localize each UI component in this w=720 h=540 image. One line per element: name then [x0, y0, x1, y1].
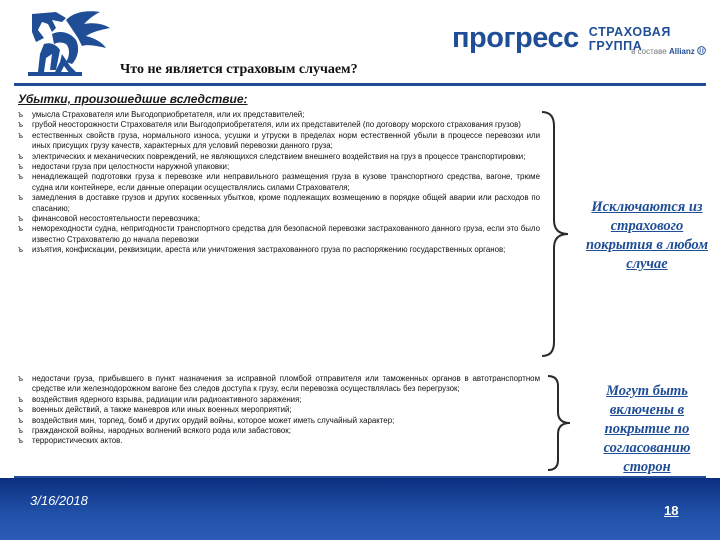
list-item [18, 120, 540, 130]
list-item [18, 152, 540, 162]
bullet-marker: ъ [18, 245, 23, 255]
list-item-text: финансовой несостоятельности перевозчика; [32, 214, 201, 224]
note-optional-coverage: Могут быть включены в покрытие по согласованию сторон [603, 383, 691, 475]
list-item-text: изъятия, конфискации, реквизиции, ареста или уничтожения застрахованного груза по распоряжению государственных органов; [32, 245, 506, 255]
bullet-marker: ъ [18, 436, 23, 446]
bullet-marker: ъ [18, 374, 23, 383]
list-item [18, 172, 540, 193]
exclusions-list-always [18, 110, 540, 256]
bullet-marker: ъ [18, 110, 23, 119]
list-item-text: грубой неосторожности Страхователя или Выгодоприобретателя, или их представителей (по договору морского страхования грузов) [32, 120, 521, 130]
bullet-marker: ъ [18, 172, 23, 182]
bullet-marker: ъ [18, 426, 23, 436]
bullet-marker: ъ [18, 130, 23, 140]
list-item-text: электрических и механических повреждений, не являющихся следствием внешнего воздействия на груз в процессе транспортировки; [32, 151, 526, 161]
slide-title: Что не является страховым случаем? [120, 62, 358, 77]
list-item [18, 395, 540, 405]
bullet-marker: ъ [18, 224, 23, 234]
footer-band [0, 478, 720, 540]
header-divider [14, 83, 706, 86]
note-always-excluded: Исключаются из страхового покрытия в любом случае [585, 199, 709, 272]
griffin-icon [22, 8, 114, 78]
right-brace-group-2 [546, 374, 576, 472]
list-item [18, 436, 540, 446]
list-item [18, 193, 540, 214]
brand-subline [631, 46, 706, 56]
list-item-text: воздействия ядерного взрыва, радиации или радиоактивного заражения; [32, 394, 302, 404]
list-item-text: естественных свойств груза, нормального износа, усушки и утруски в пределах норм естественной убыли в процессе перевозки или иных присущих грузу качеств, характерных для условий перевозки данного груза; [32, 130, 540, 151]
list-item [18, 426, 540, 436]
list-item-text: военных действий, а также маневров или иных военных мероприятий; [32, 405, 292, 415]
list-item [18, 405, 540, 415]
brand-sub-prefix: в составе [631, 47, 667, 56]
brand-tagline: СТРАХОВАЯ ГРУППА [588, 24, 671, 53]
list-item-text: немореходности судна, непригодности транспортного средства для безопасной перевозки застрахованного данного груза, если это было известно Страхователю до начала перевозки [32, 224, 540, 244]
right-brace-group-1 [540, 110, 574, 358]
bullet-marker: ъ [18, 415, 23, 425]
list-item [18, 131, 540, 152]
bullet-marker: ъ [18, 151, 23, 161]
list-item [18, 110, 540, 120]
bullet-marker: ъ [18, 394, 23, 404]
page-number: 18 [664, 503, 679, 518]
exclusions-list-optional [18, 374, 540, 447]
bullet-marker: ъ [18, 162, 23, 172]
allianz-label: Allianz [668, 47, 695, 56]
list-item [18, 162, 540, 172]
list-item-text: гражданской войны, народных волнений всякого рода или забастовок; [32, 426, 291, 436]
list-item-text: умысла Страхователя или Выгодоприобретателя, или их представителей; [32, 110, 305, 119]
bullet-marker: ъ [18, 405, 23, 415]
list-item [18, 214, 540, 224]
list-item-text: ненадлежащей подготовки груза к перевозке или неправильного размещения груза в кузове транспортного средства, вагоне, трюме судна или контейнере, если данные операции осуществлялись силами Страхователя; [32, 172, 540, 192]
list-item-text: недостачи груза при целостности наружной упаковки; [32, 162, 230, 172]
allianz-icon [697, 46, 706, 55]
bullet-marker: ъ [18, 214, 23, 224]
list-item [18, 374, 540, 395]
bullet-marker: ъ [18, 193, 23, 203]
list-item [18, 416, 540, 426]
list-item-text: недостачи груза, прибывшего в пункт назначения за исправной пломбой отправителя или таможенных органов в автотранспортном средстве или железнодорожном вагоне без следов доступа к грузу, если перевозка осуществлялась без перегрузок; [32, 374, 540, 394]
slide-date: 3/16/2018 [30, 493, 88, 508]
list-item-text: воздействия мин, торпед, бомб и других орудий войны, которое может иметь случайный характер; [32, 415, 395, 425]
bullet-marker: ъ [18, 120, 23, 130]
brand-name: прогресс [452, 22, 579, 54]
company-logo [22, 8, 114, 78]
list-item-text: террористических актов. [32, 436, 123, 446]
list-item [18, 224, 540, 245]
list-item-text: замедления в доставке грузов и других косвенных убытков, кроме подлежащих возмещению в порядке общей аварии или расходов по спасанию; [32, 193, 540, 213]
slide-subtitle: Убытки, произошедшие вследствие: [18, 92, 248, 106]
list-item [18, 245, 540, 255]
